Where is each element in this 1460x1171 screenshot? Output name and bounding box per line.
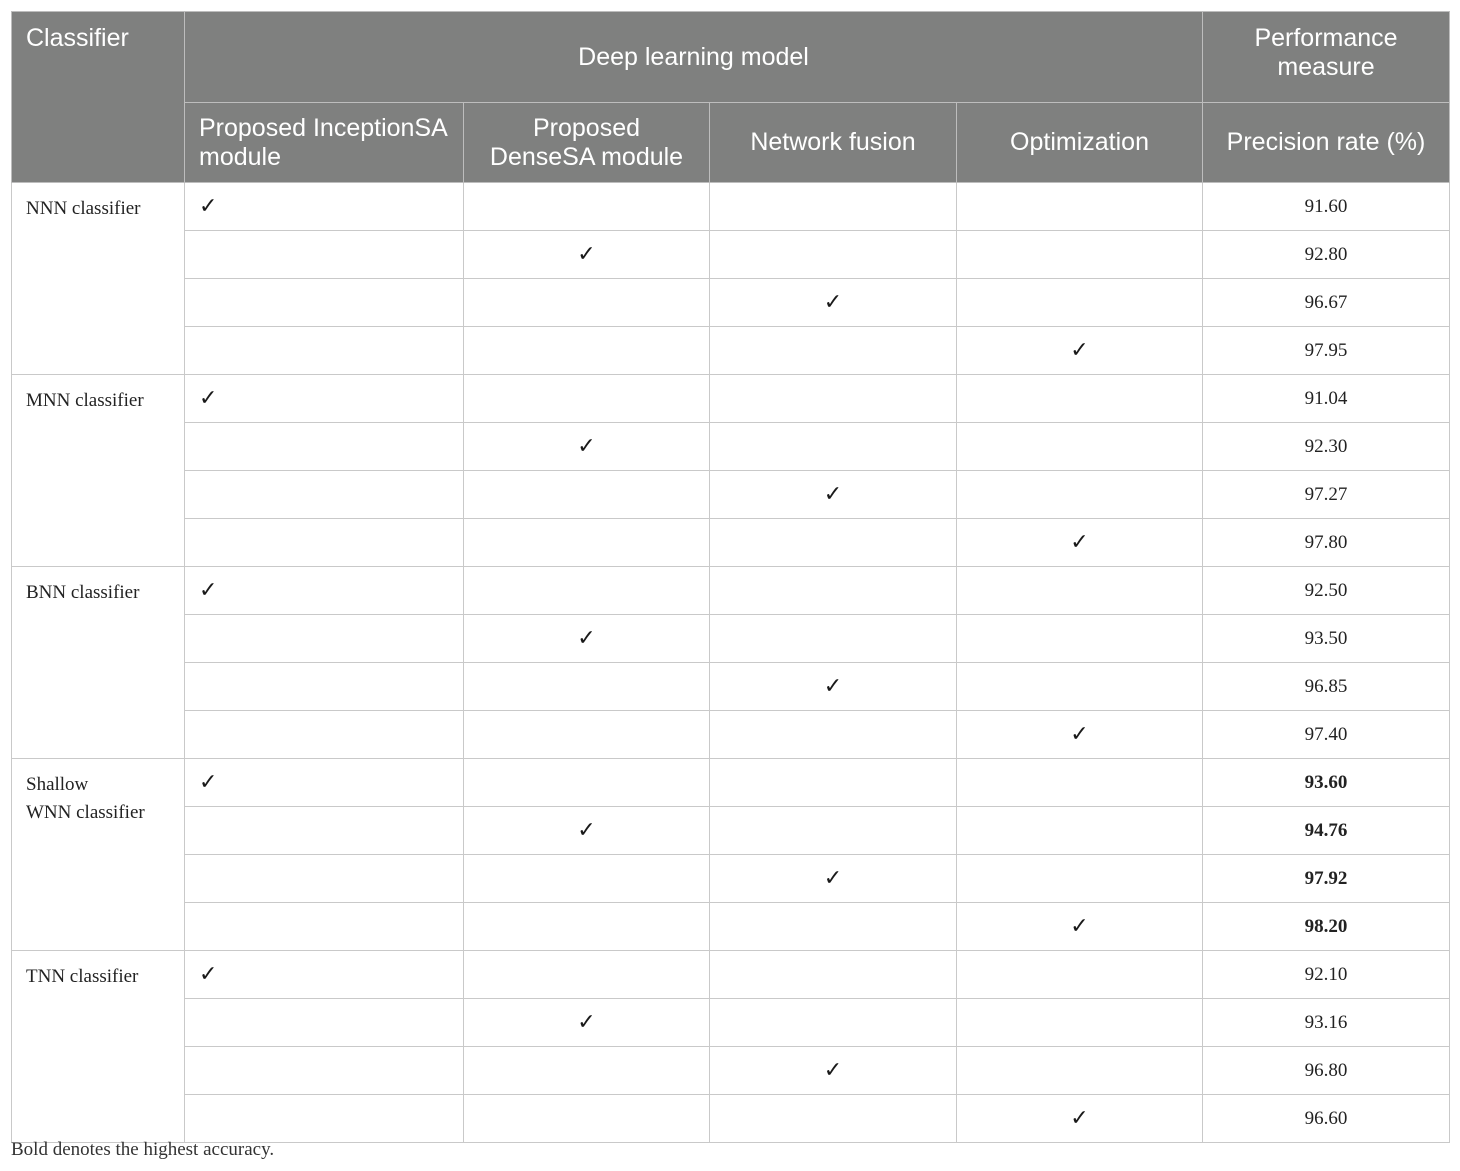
precision-value: 98.20 [1203, 903, 1450, 951]
table-row [12, 519, 1450, 567]
model-cell [957, 231, 1203, 279]
header-row-sub [12, 103, 1450, 183]
table-row [12, 999, 1450, 1047]
table-row [12, 567, 1450, 615]
model-cell [185, 1095, 464, 1143]
table-row [12, 663, 1450, 711]
table-row [12, 183, 1450, 231]
model-cell [464, 327, 710, 375]
precision-value: 96.80 [1203, 1047, 1450, 1095]
checkmark-icon: ✓ [577, 818, 596, 843]
model-cell [185, 519, 464, 567]
checkmark-icon: ✓ [823, 290, 843, 315]
model-cell [464, 183, 710, 231]
model-cell [710, 663, 957, 711]
table-footnote: Bold denotes the highest accuracy. [11, 1139, 275, 1160]
precision-value: 92.80 [1203, 231, 1450, 279]
table-row [12, 903, 1450, 951]
checkmark-icon: ✓ [1070, 338, 1089, 363]
precision-value: 92.30 [1203, 423, 1450, 471]
model-cell [710, 615, 957, 663]
header-densesa: Proposed DenseSA module [464, 103, 710, 183]
model-cell [957, 423, 1203, 471]
model-cell [185, 471, 464, 519]
checkmark-icon: ✓ [823, 674, 843, 699]
precision-value: 94.76 [1203, 807, 1450, 855]
table-row [12, 1095, 1450, 1143]
model-cell [185, 567, 464, 615]
model-cell [957, 615, 1203, 663]
header-optimization: Optimization [957, 103, 1203, 183]
model-cell [710, 903, 957, 951]
header-performance-measure: Performance measure [1203, 12, 1450, 103]
model-cell [185, 951, 464, 999]
model-cell [464, 903, 710, 951]
model-cell [185, 759, 464, 807]
header-deep-learning-model: Deep learning model [185, 12, 1203, 103]
table-row [12, 807, 1450, 855]
model-cell [464, 471, 710, 519]
checkmark-icon: ✓ [577, 434, 596, 459]
checkmark-icon: ✓ [199, 194, 218, 219]
table-row [12, 759, 1450, 807]
header-classifier: Classifier [12, 12, 185, 183]
precision-value: 97.80 [1203, 519, 1450, 567]
model-cell [710, 423, 957, 471]
precision-table [11, 11, 1450, 1143]
table-row [12, 279, 1450, 327]
model-cell [464, 951, 710, 999]
model-cell [957, 471, 1203, 519]
precision-value: 97.92 [1203, 855, 1450, 903]
model-cell [710, 279, 957, 327]
precision-value: 93.60 [1203, 759, 1450, 807]
classifier-name: NNN classifier [12, 183, 185, 375]
model-cell [185, 327, 464, 375]
model-cell [710, 999, 957, 1047]
model-cell [957, 279, 1203, 327]
model-cell [957, 903, 1203, 951]
precision-value: 97.95 [1203, 327, 1450, 375]
checkmark-icon: ✓ [1070, 722, 1089, 747]
model-cell [464, 807, 710, 855]
checkmark-icon: ✓ [199, 386, 218, 411]
precision-value: 97.27 [1203, 471, 1450, 519]
model-cell [185, 711, 464, 759]
table-row [12, 951, 1450, 999]
header-row-top [12, 12, 1450, 103]
table-row [12, 375, 1450, 423]
model-cell [464, 375, 710, 423]
classifier-name: MNN classifier [12, 375, 185, 567]
model-cell [710, 711, 957, 759]
model-cell [185, 375, 464, 423]
table-row [12, 423, 1450, 471]
model-cell [185, 663, 464, 711]
checkmark-icon: ✓ [823, 1058, 843, 1083]
model-cell [710, 519, 957, 567]
precision-value: 92.10 [1203, 951, 1450, 999]
model-cell [464, 279, 710, 327]
header-precision-rate: Precision rate (%) [1203, 103, 1450, 183]
model-cell [464, 1047, 710, 1095]
model-cell [710, 1095, 957, 1143]
checkmark-icon: ✓ [1070, 914, 1089, 939]
table-row [12, 855, 1450, 903]
model-cell [710, 807, 957, 855]
model-cell [957, 855, 1203, 903]
classifier-name: TNN classifier [12, 951, 185, 1143]
model-cell [185, 999, 464, 1047]
table-row [12, 1047, 1450, 1095]
precision-value: 91.60 [1203, 183, 1450, 231]
model-cell [710, 231, 957, 279]
model-cell [464, 423, 710, 471]
model-cell [185, 279, 464, 327]
model-cell [464, 1095, 710, 1143]
header-inceptionsa: Proposed InceptionSA module [185, 103, 464, 183]
header-network-fusion: Network fusion [710, 103, 957, 183]
precision-value: 97.40 [1203, 711, 1450, 759]
model-cell [957, 375, 1203, 423]
model-cell [185, 807, 464, 855]
model-cell [957, 711, 1203, 759]
precision-value: 96.85 [1203, 663, 1450, 711]
model-cell [710, 855, 957, 903]
model-cell [710, 1047, 957, 1095]
classifier-name: Shallow WNN classifier [12, 759, 185, 951]
table-row [12, 615, 1450, 663]
model-cell [957, 567, 1203, 615]
model-cell [957, 183, 1203, 231]
model-cell [185, 1047, 464, 1095]
table-row [12, 711, 1450, 759]
table-row [12, 327, 1450, 375]
checkmark-icon: ✓ [577, 1010, 596, 1035]
checkmark-icon: ✓ [1070, 530, 1089, 555]
precision-value: 93.50 [1203, 615, 1450, 663]
model-cell [957, 999, 1203, 1047]
model-cell [464, 855, 710, 903]
model-cell [464, 759, 710, 807]
checkmark-icon: ✓ [199, 578, 218, 603]
results-table-container [11, 11, 1449, 1143]
model-cell [957, 327, 1203, 375]
model-cell [957, 807, 1203, 855]
model-cell [464, 519, 710, 567]
table-body [12, 183, 1450, 1143]
model-cell [710, 951, 957, 999]
checkmark-icon: ✓ [1070, 1106, 1089, 1131]
model-cell [185, 183, 464, 231]
model-cell [464, 567, 710, 615]
precision-value: 91.04 [1203, 375, 1450, 423]
table-row [12, 471, 1450, 519]
model-cell [185, 231, 464, 279]
model-cell [464, 999, 710, 1047]
checkmark-icon: ✓ [823, 866, 843, 891]
model-cell [464, 711, 710, 759]
precision-value: 93.16 [1203, 999, 1450, 1047]
checkmark-icon: ✓ [199, 770, 218, 795]
checkmark-icon: ✓ [577, 626, 596, 651]
model-cell [464, 231, 710, 279]
model-cell [710, 327, 957, 375]
model-cell [957, 1095, 1203, 1143]
model-cell [464, 663, 710, 711]
model-cell [957, 663, 1203, 711]
model-cell [957, 1047, 1203, 1095]
checkmark-icon: ✓ [823, 482, 843, 507]
checkmark-icon: ✓ [577, 242, 596, 267]
checkmark-icon: ✓ [199, 962, 218, 987]
model-cell [710, 471, 957, 519]
model-cell [710, 375, 957, 423]
table-row [12, 231, 1450, 279]
model-cell [957, 951, 1203, 999]
precision-value: 96.60 [1203, 1095, 1450, 1143]
model-cell [185, 903, 464, 951]
model-cell [185, 855, 464, 903]
model-cell [710, 183, 957, 231]
model-cell [710, 567, 957, 615]
model-cell [185, 423, 464, 471]
model-cell [957, 519, 1203, 567]
model-cell [957, 759, 1203, 807]
model-cell [710, 759, 957, 807]
model-cell [185, 615, 464, 663]
classifier-name: BNN classifier [12, 567, 185, 759]
precision-value: 92.50 [1203, 567, 1450, 615]
precision-value: 96.67 [1203, 279, 1450, 327]
model-cell [464, 615, 710, 663]
